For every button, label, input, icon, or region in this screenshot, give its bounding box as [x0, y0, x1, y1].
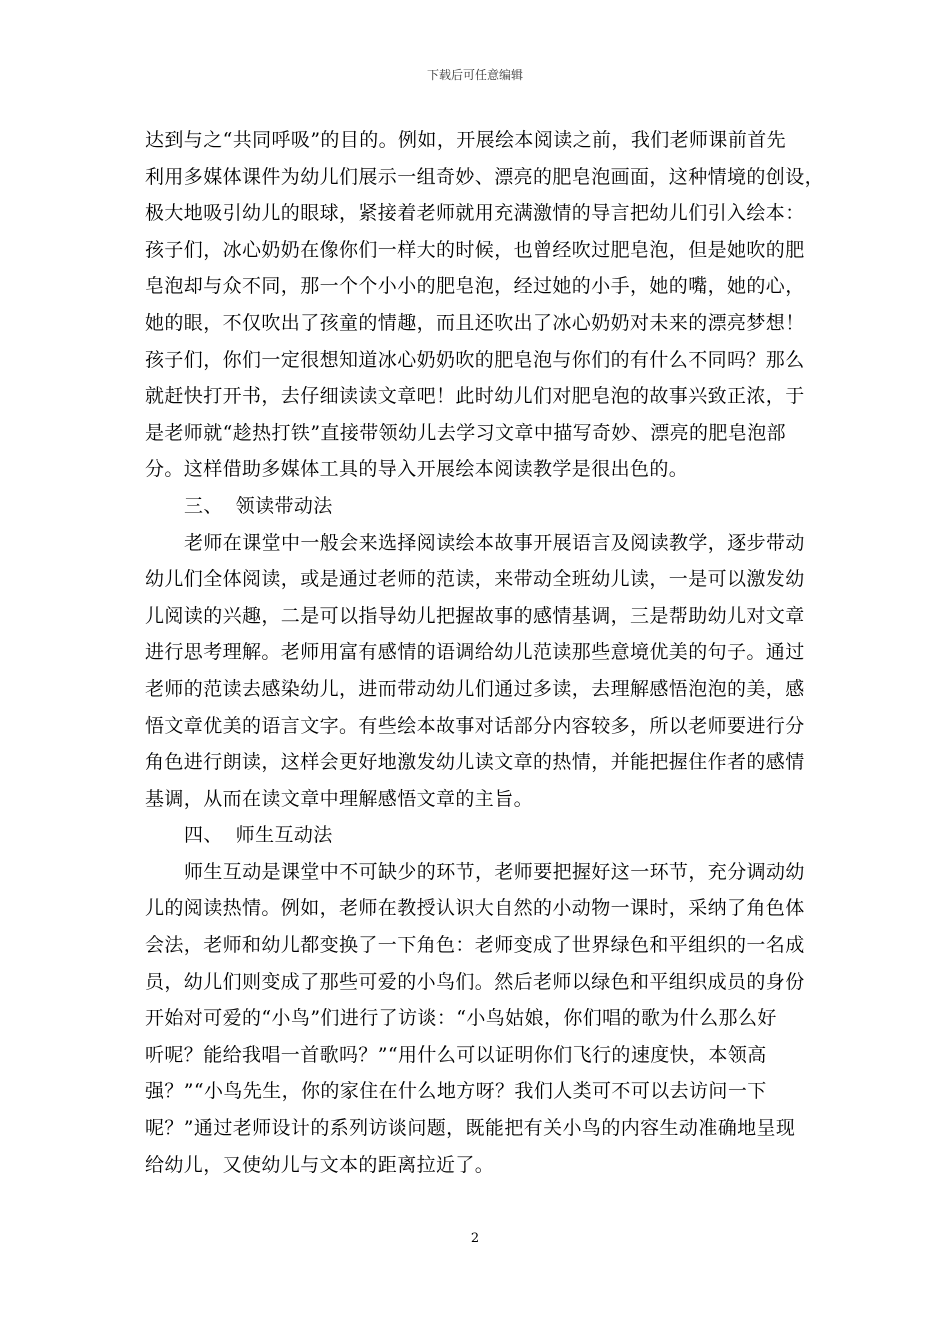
- document-body: [145, 122, 825, 1183]
- text-line: 幼儿们全体阅读，或是通过老师的范读，来带动全班幼儿读，一是可以激发幼: [145, 568, 805, 591]
- text-line: 孩子们，冰心奶奶在像你们一样大的时候，也曾经吹过肥皂泡，但是她吹的肥: [145, 238, 805, 261]
- section-heading-4: 四、 师生互动法: [184, 824, 333, 847]
- text-line: 会法，老师和幼儿都变换了一下角色：老师变成了世界绿色和平组织的一名成: [145, 934, 805, 957]
- text-line: 她的眼，不仅吹出了孩童的情趣，而且还吹出了冰心奶奶对未来的漂亮梦想！: [145, 311, 805, 334]
- section-heading-3: 三、 领读带动法: [184, 494, 333, 517]
- text-line: 进行思考理解。老师用富有感情的语调给幼儿范读那些意境优美的句子。通过: [145, 641, 805, 664]
- text-line: 给幼儿，又使幼儿与文本的距离拉近了。: [145, 1153, 495, 1176]
- text-line: 呢？”通过老师设计的系列访谈问题，既能把有关小鸟的内容生动准确地呈现: [145, 1117, 796, 1140]
- text-line: 利用多媒体课件为幼儿们展示一组奇妙、漂亮的肥皂泡画面，这种情境的创设，: [145, 165, 825, 188]
- text-line: 悟文章优美的语言文字。有些绘本故事对话部分内容较多，所以老师要进行分: [145, 714, 805, 737]
- text-line: 达到与之“共同呼吸”的目的。例如，开展绘本阅读之前，我们老师课前首先: [145, 129, 787, 151]
- text-line: 是老师就“趁热打铁”直接带领幼儿去学习文章中描写奇妙、漂亮的肥皂泡部: [145, 421, 787, 444]
- text-line: 基调，从而在读文章中理解感悟文章的主旨。: [145, 787, 534, 810]
- text-line: 开始对可爱的“小鸟”们进行了访谈：“小鸟姑娘，你们唱的歌为什么那么好: [145, 1007, 777, 1030]
- text-line: 儿阅读的兴趣，二是可以指导幼儿把握故事的感情基调，三是帮助幼儿对文章: [145, 604, 805, 627]
- paragraph-1: [145, 122, 825, 488]
- text-line: 老师在课堂中一般会来选择阅读绘本故事开展语言及阅读教学，逐步带动: [184, 531, 805, 554]
- paragraph-3: [145, 854, 820, 1183]
- text-line: 强？”“小鸟先生，你的家住在什么地方呀？我们人类可不可以去访问一下: [145, 1080, 767, 1103]
- text-line: 角色进行朗读，这样会更好地激发幼儿读文章的热情，并能把握住作者的感情: [145, 751, 805, 774]
- page-header-note: 下载后可任意编辑: [426, 68, 523, 82]
- text-line: 分。这样借助多媒体工具的导入开展绘本阅读教学是很出色的。: [145, 458, 689, 481]
- text-line: 师生互动是课堂中不可缺少的环节，老师要把握好这一环节，充分调动幼: [184, 860, 805, 883]
- text-line: 孩子们，你们一定很想知道冰心奶奶吹的肥皂泡与你们的有什么不同吗？那么: [145, 348, 805, 371]
- text-line: 极大地吸引幼儿的眼球，紧接着老师就用充满激情的导言把幼儿们引入绘本：: [145, 202, 805, 225]
- text-line: 员，幼儿们则变成了那些可爱的小鸟们。然后老师以绿色和平组织成员的身份: [145, 970, 805, 993]
- paragraph-2: [145, 525, 820, 818]
- text-line: 就赶快打开书，去仔细读读文章吧！此时幼儿们对肥皂泡的故事兴致正浓，于: [145, 385, 805, 408]
- text-line: 儿的阅读热情。例如，老师在教授认识大自然的小动物一课时，采纳了角色体: [145, 897, 805, 920]
- page-number: 2: [470, 1231, 480, 1246]
- text-line: 皂泡却与众不同，那一个个小小的肥皂泡，经过她的小手，她的嘴，她的心，: [145, 275, 805, 298]
- text-line: 老师的范读去感染幼儿，进而带动幼儿们通过多读，去理解感悟泡泡的美，感: [145, 677, 805, 700]
- text-line: 听呢？能给我唱一首歌吗？”“用什么可以证明你们飞行的速度快，本领高: [145, 1043, 767, 1066]
